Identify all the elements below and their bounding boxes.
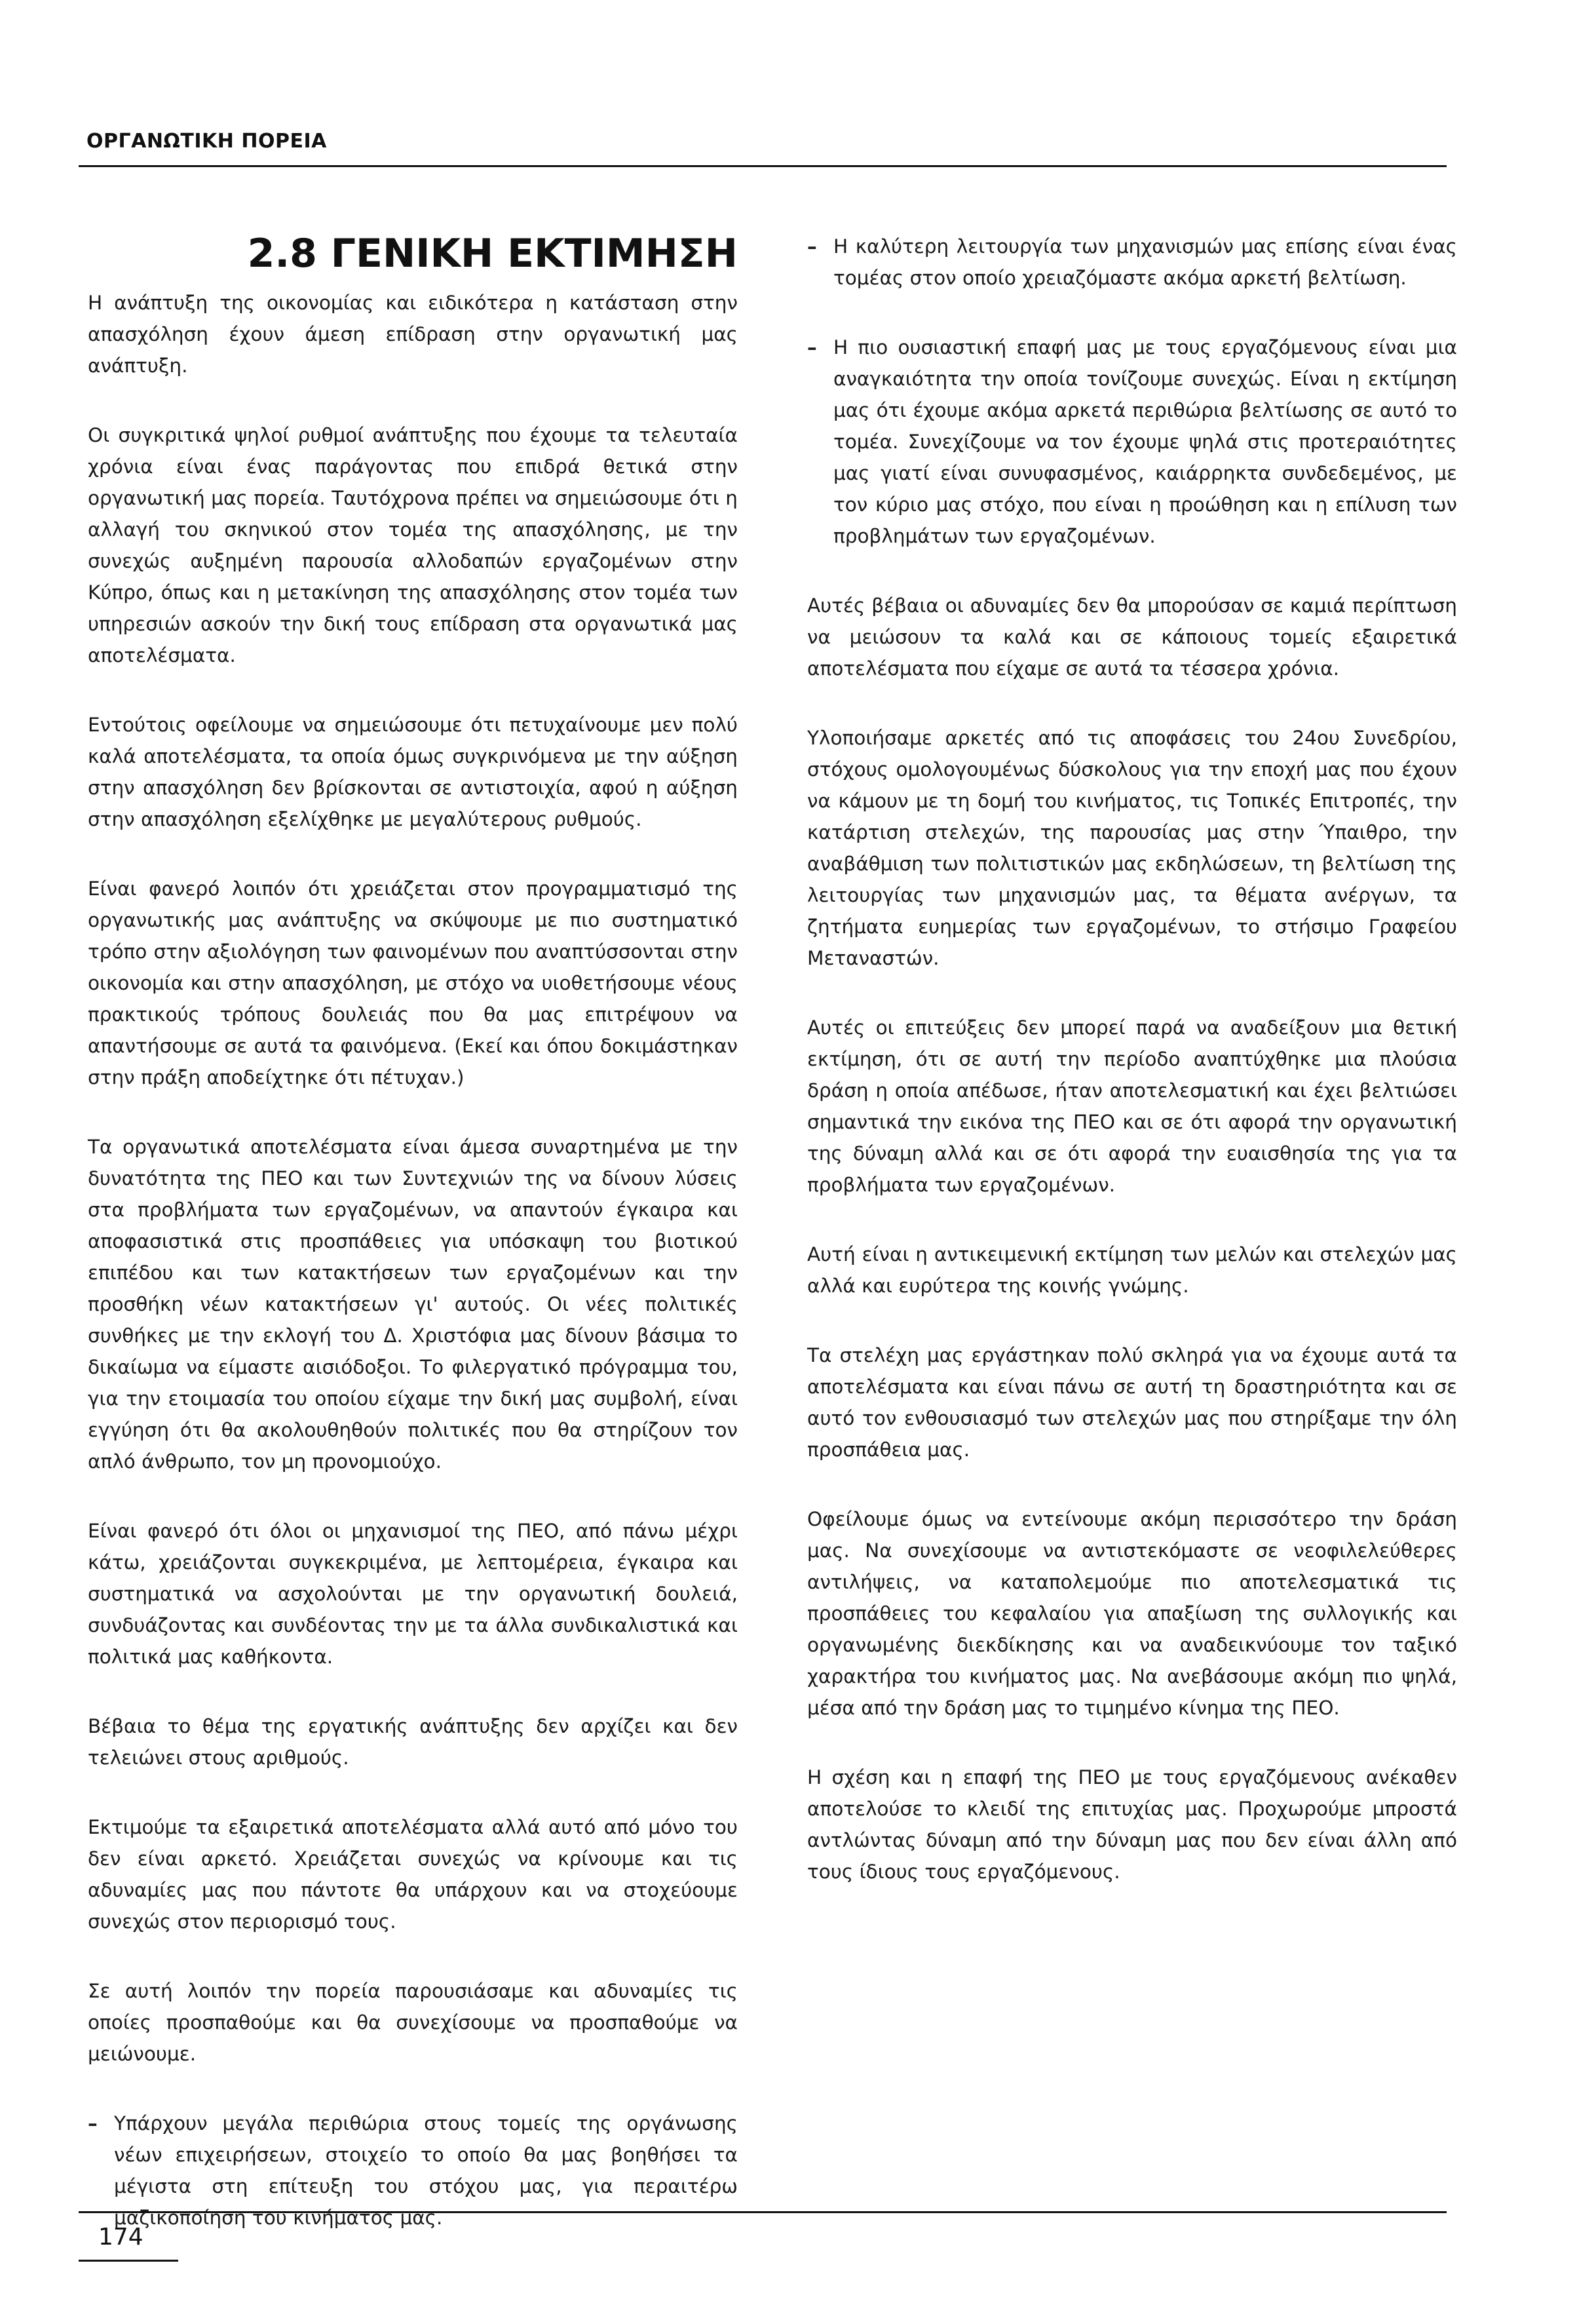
- section-title: 2.8 ΓΕΝΙΚΗ ΕΚΤΙΜΗΣΗ: [247, 231, 738, 277]
- paragraph: Αυτές οι επιτεύξεις δεν μπορεί παρά να αναδείξουν μια θετική εκτίμηση, ότι σε αυτή την περίοδο αναπτύχθηκε μια πλούσια δράση η οποία απέδωσε, ήταν αποτελεσματική και έχει βελτιώσει σημαντικά την εικόνα της ΠΕΟ και σε ότι αφορά την οργανωτική της δύναμη αλλά και σε ότι αφορά την ευαισθησία της για τα προβλήματα των εργαζομένων.: [807, 1016, 1457, 1196]
- page-number: 174: [98, 2224, 143, 2251]
- paragraph: Σε αυτή λοιπόν την πορεία παρουσιάσαμε και αδυναμίες τις οποίες προσπαθούμε και θα συνεχίσουμε να προσπαθούμε να μειώνουμε.: [88, 1980, 738, 2065]
- page-number-underline: [79, 2260, 178, 2262]
- bullet-text: Υπάρχουν μεγάλα περιθώρια στους τομείς της οργάνωσης νέων επιχειρήσεων, στοιχείο το οποίο θα μας βοηθήσει τα μέγιστα στη επίτευξη του στόχου μας, για περαιτέρω μαζικοποίηση του κινήματος μας.: [114, 2112, 738, 2229]
- paragraph: Εκτιμούμε τα εξαιρετικά αποτελέσματα αλλά αυτό από μόνο του δεν είναι αρκετό. Χρειάζεται συνεχώς να κρίνουμε και τις αδυναμίες μας που πάντοτε θα υπάρχουν και να στοχεύουμε συνεχώς στον περιορισμό τους.: [88, 1816, 738, 1933]
- paragraph: Αυτή είναι η αντικειμενική εκτίμηση των μελών και στελεχών μας αλλά και ευρύτερα της κοινής γνώμης.: [807, 1243, 1457, 1297]
- paragraph: Αυτές βέβαια οι αδυναμίες δεν θα μπορούσαν σε καμιά περίπτωση να μειώσουν τα καλά και σε κάποιους τομείς εξαιρετικά αποτελέσματα που είχαμε σε αυτά τα τέσσερα χρόνια.: [807, 594, 1457, 680]
- dash-bullet-icon: –: [88, 2112, 98, 2135]
- right-column: [807, 231, 1457, 1925]
- paragraph: Οφείλουμε όμως να εντείνουμε ακόμη περισσότερο την δράση μας. Να συνεχίσουμε να αντιστεκόμαστε σε νεοφιλελεύθερες αντιλήψεις, να καταπολεμούμε πιο αποτελεσματικά τις προσπάθειες του κεφαλαίου για απαξίωση της συλλογικής και οργανωμένης διεκδίκησης και να αναδεικνύουμε τον ταξικό χαρακτήρα του κινήματος μας. Να ανεβάσουμε ακόμη πιο ψηλά, μέσα από την δράση μας το τιμημένο κίνημα της ΠΕΟ.: [807, 1508, 1457, 1719]
- dash-bullet-icon: –: [807, 336, 817, 358]
- left-column: [88, 231, 738, 2271]
- paragraph: Είναι φανερό ότι όλοι οι μηχανισμοί της ΠΕΟ, από πάνω μέχρι κάτω, χρειάζονται συγκεκριμένα, με λεπτομέρεια, έγκαιρα και συστηματικά να ασχολούνται με την οργανωτική δουλειά, συνδυάζοντας και συνδέοντας την με τα άλλα συνδικαλιστικά και πολιτικά μας καθήκοντα.: [88, 1520, 738, 1668]
- paragraph: Τα στελέχη μας εργάστηκαν πολύ σκληρά για να έχουμε αυτά τα αποτελέσματα και είναι πάνω σε αυτή τη δραστηριότητα και σε αυτό τον ενθουσιασμό των στελεχών μας που στηρίξαμε την όλη προσπάθεια μας.: [807, 1344, 1457, 1461]
- bullet-item: [88, 2108, 738, 2233]
- paragraph: Βέβαια το θέμα της εργατικής ανάπτυξης δεν αρχίζει και δεν τελειώνει στους αριθμούς.: [88, 1715, 738, 1769]
- paragraph: Τα οργανωτικά αποτελέσματα είναι άμεσα συναρτημένα με την δυνατότητα της ΠΕΟ και των Συντεχνιών της να δίνουν λύσεις στα προβλήματα των εργαζομένων, να απαντούν έγκαιρα και αποφασιστικά στις προσπάθειες για υπόσκαψη του βιοτικού επιπέδου και των κατακτήσεων των εργαζομένων και την προσθήκη νέων κατακτήσεων γι' αυτούς. Οι νέες πολιτικές συνθήκες με την εκλογή του Δ. Χριστόφια μας δίνουν βάσιμα το δικαίωμα να είμαστε αισιόδοξοι. Το φιλεργατικό πρόγραμμα του, για την ετοιμασία του οποίου είχαμε την δική μας συμβολή, είναι εγγύηση ότι θα ακολουθηθούν πολιτικές που θα στηρίζουν τον απλό άνθρωπο, τον μη προνομιούχο.: [88, 1136, 738, 1473]
- bullet-text: Η πιο ουσιαστική επαφή μας με τους εργαζόμενους είναι μια αναγκαιότητα την οποία τονίζουμε συνεχώς. Είναι η εκτίμηση μας ότι έχουμε ακόμα αρκετά περιθώρια βελτίωσης σε αυτό το τομέα. Συνεχίζουμε να τον έχουμε ψηλά στις προτεραιότητες μας γιατί είναι συνυφασμένος, καιάρρηκτα συνδεδεμένος, με τον κύριο μας στόχο, που είναι η προώθηση και η επίλυση των προβλημάτων των εργαζομένων.: [833, 336, 1457, 547]
- paragraph: Εντούτοις οφείλουμε να σημειώσουμε ότι πετυχαίνουμε μεν πολύ καλά αποτελέσματα, τα οποία όμως συγκρινόμενα με την αύξηση στην απασχόληση δεν βρίσκονται σε αντιστοιχία, αφού η αύξηση στην απασχόληση εξελίχθηκε με μεγαλύτερους ρυθμούς.: [88, 714, 738, 830]
- dash-bullet-icon: –: [807, 235, 817, 258]
- bullet-item: [807, 332, 1457, 552]
- bullet-text: Η καλύτερη λειτουργία των μηχανισμών μας επίσης είναι ένας τομέας στον οποίο χρειαζόμαστε ακόμα αρκετή βελτίωση.: [833, 235, 1457, 289]
- bullet-item: [807, 231, 1457, 294]
- header-rule: [79, 165, 1447, 167]
- running-header-title: ΟΡΓΑΝΩΤΙΚΗ ΠΟΡΕΙΑ: [86, 130, 327, 153]
- paragraph: Η σχέση και η επαφή της ΠΕΟ με τους εργαζόμενους ανέκαθεν αποτελούσε το κλειδί της επιτυχίας μας. Προχωρούμε μπροστά αντλώντας δύναμη από την δύναμη μας που δεν είναι άλλη από τους ίδιους τους εργαζόμενους.: [807, 1766, 1457, 1883]
- footer-rule: [79, 2211, 1447, 2213]
- paragraph: Οι συγκριτικά ψηλοί ρυθμοί ανάπτυξης που έχουμε τα τελευταία χρόνια είναι ένας παράγοντας που επιδρά θετικά στην οργανωτική μας πορεία. Ταυτόχρονα πρέπει να σημειώσουμε ότι η αλλαγή του σκηνικού στον τομέα της απασχόλησης, με την συνεχώς αυξημένη παρουσία αλλοδαπών εργαζομένων στην Κύπρο, όπως και η μετακίνηση της απασχόλησης στον τομέα των υπηρεσιών ασκούν την δική τους επίδραση στα οργανωτικά μας αποτελέσματα.: [88, 424, 738, 667]
- paragraph: Η ανάπτυξη της οικονομίας και ειδικότερα η κατάσταση στην απασχόληση έχουν άμεση επίδραση στην οργανωτική μας ανάπτυξη.: [88, 292, 738, 377]
- paragraph: Είναι φανερό λοιπόν ότι χρειάζεται στον προγραμματισμό της οργανωτικής μας ανάπτυξης να σκύψουμε με πιο συστηματικό τρόπο στην αξιολόγηση των φαινομένων που αναπτύσσονται στην οικονομία και στην απασχόληση, με στόχο να υιοθετήσουμε νέους πρακτικούς τρόπους δουλειάς που θα μας επιτρέψουν να απαντήσουμε σε αυτά τα φαινόμενα. (Εκεί και όπου δοκιμάστηκαν στην πράξη αποδείχτηκε ότι πέτυχαν.): [88, 878, 738, 1089]
- paragraph: Υλοποιήσαμε αρκετές από τις αποφάσεις του 24ου Συνεδρίου, στόχους ομολογουμένως δύσκολους για την εποχή μας που έχουν να κάμουν με τη δομή του κινήματος, τις Τοπικές Επιτροπές, την κατάρτιση στελεχών, της παρουσίας μας στην Ύπαιθρο, την αναβάθμιση των πολιτιστικών μας εκδηλώσεων, τη βελτίωση της λειτουργίας των μηχανισμών μας, τα θέματα ανέργων, τα ζητήματα ευημερίας των εργαζομένων, το στήσιμο Γραφείου Μεταναστών.: [807, 727, 1457, 969]
